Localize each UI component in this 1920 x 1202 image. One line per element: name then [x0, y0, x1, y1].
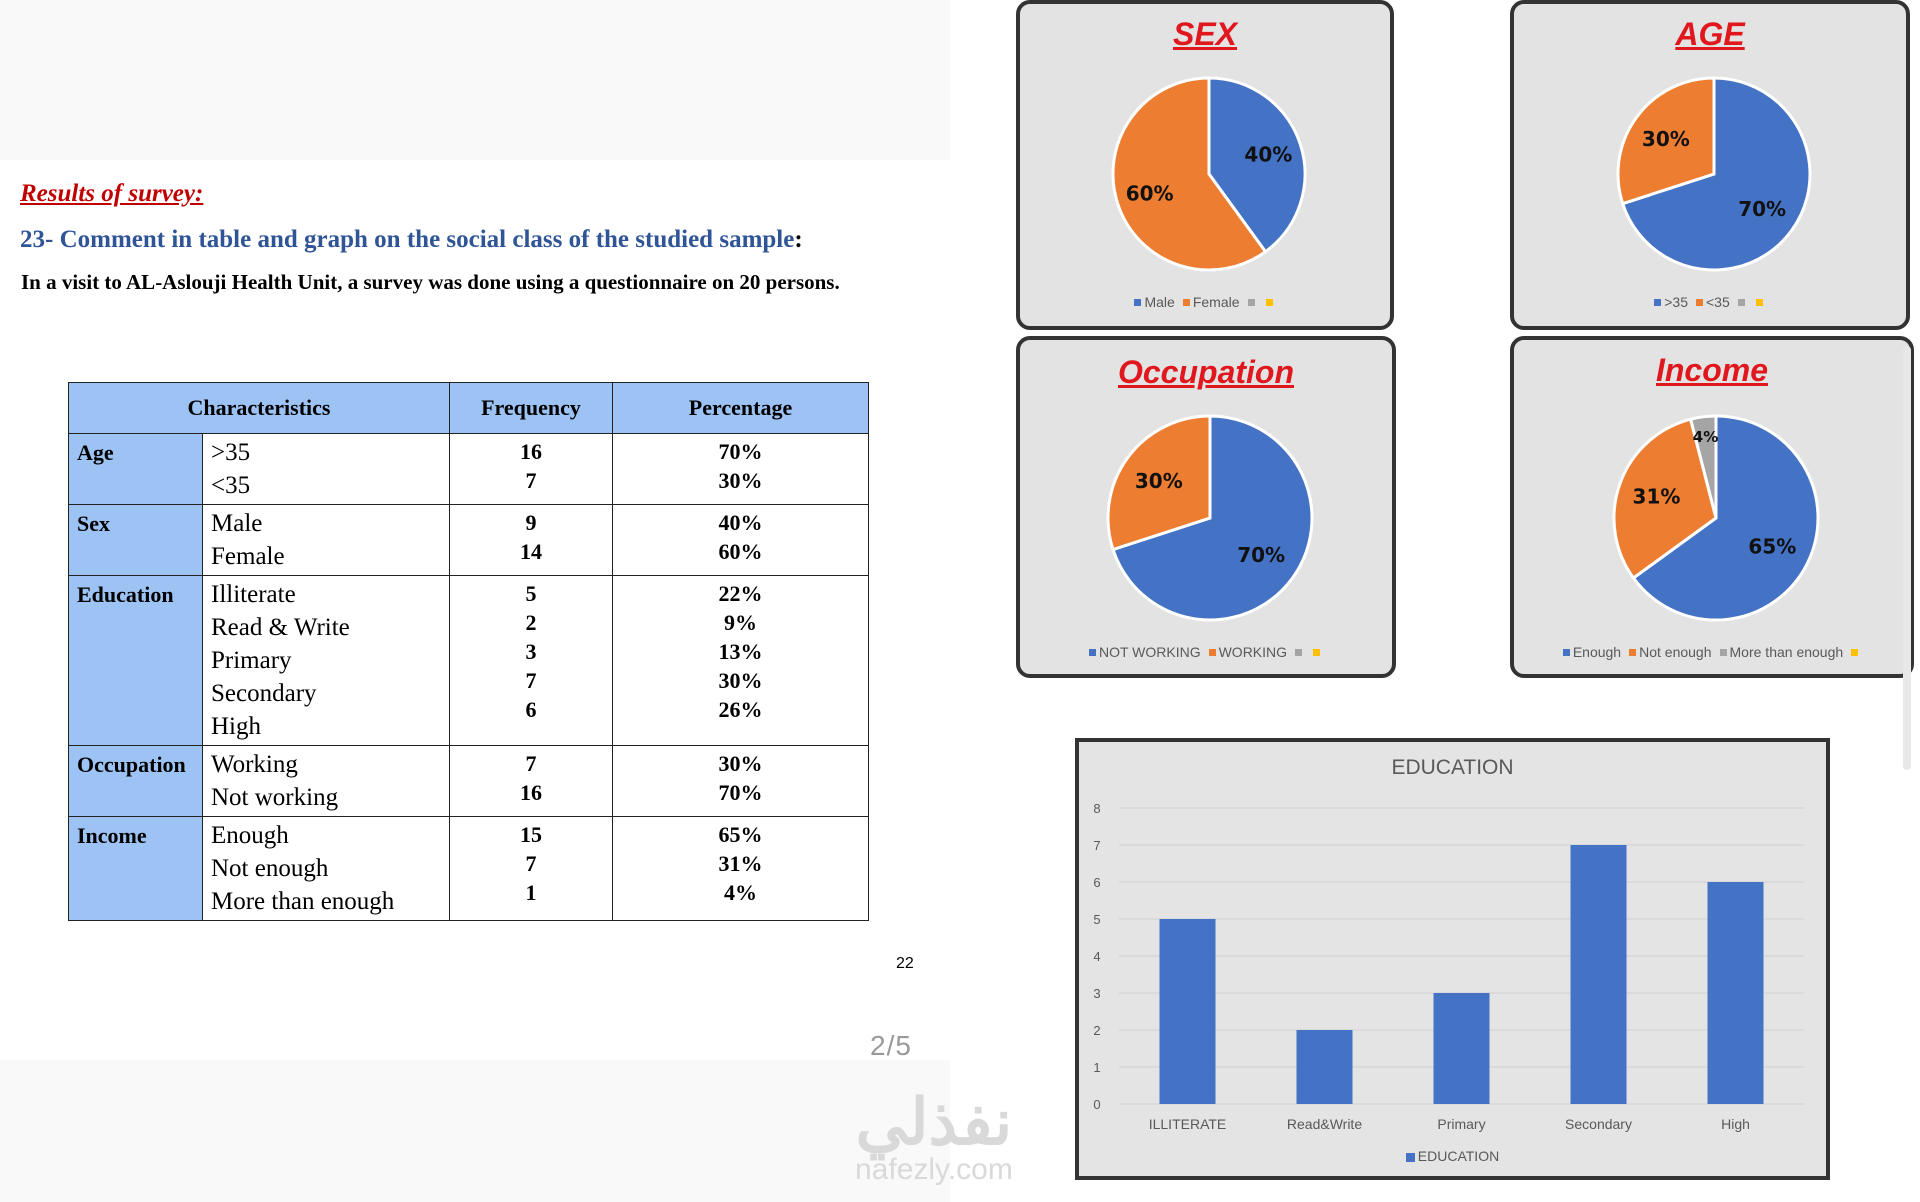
- pie-legend: [1020, 644, 1392, 660]
- percentage-value: 65%: [718, 822, 763, 847]
- y-tick-label: 2: [1093, 1023, 1101, 1038]
- y-tick-label: 1: [1093, 1060, 1101, 1075]
- item-label-cell: [203, 434, 450, 505]
- y-tick-label: 3: [1093, 986, 1101, 1001]
- survey-table-body: [69, 434, 869, 921]
- percentage-value: 31%: [718, 851, 763, 876]
- frequency-value: 3: [525, 639, 537, 664]
- bar-plot: [1079, 742, 1826, 1176]
- watermark: [855, 1086, 1013, 1186]
- watermark-text: nafezly.com: [855, 1153, 1013, 1186]
- percentage-value-cell: [613, 746, 869, 817]
- frequency-value: 7: [525, 668, 537, 693]
- bar-primary: [1434, 993, 1490, 1104]
- frequency-value: 14: [520, 539, 542, 564]
- watermark-logo: نفذلي: [855, 1086, 1013, 1158]
- frequency-value-cell: [450, 576, 613, 746]
- legend-swatch: [1738, 299, 1745, 306]
- page-number: 22: [896, 955, 914, 972]
- legend-item: [1183, 294, 1240, 310]
- legend-item: [1756, 294, 1766, 310]
- intro-text: In a visit to AL-Aslouji Health Unit, a survey was done using a questionnaire on 20 persons.: [21, 270, 840, 294]
- legend-swatch: [1313, 649, 1320, 656]
- legend-item: [1313, 644, 1323, 660]
- item-label-cell: [203, 817, 450, 921]
- percentage-value: 70%: [718, 439, 763, 464]
- page-indicator: 2/5: [870, 1030, 912, 1061]
- pie-plot: [1020, 340, 1400, 682]
- question-heading-text: 23- Comment in table and graph on the social class of the studied sample: [20, 226, 795, 253]
- x-tick-label: Read&Write: [1286, 1116, 1363, 1132]
- legend-swatch: [1851, 649, 1858, 656]
- frequency-value: 9: [525, 510, 537, 535]
- pie-legend: [1514, 294, 1906, 310]
- legend-swatch: [1134, 299, 1141, 306]
- legend-item: [1720, 644, 1844, 660]
- pie-title: Occupation: [1117, 354, 1294, 390]
- item-label: Enough: [211, 822, 289, 849]
- pie-data-label: 65%: [1748, 534, 1797, 559]
- frequency-value: 7: [525, 751, 537, 776]
- y-tick-label: 4: [1093, 949, 1101, 964]
- pie-chart-occupation: [1016, 336, 1396, 678]
- legend-label: More than enough: [1729, 644, 1844, 660]
- legend-label: WORKING: [1218, 644, 1288, 660]
- frequency-value: 7: [525, 468, 537, 493]
- y-tick-label: 6: [1093, 875, 1101, 890]
- legend-label: Not enough: [1639, 644, 1712, 660]
- pie-legend: [1514, 644, 1910, 660]
- header-characteristics: Characteristics: [69, 383, 450, 434]
- percentage-value: 9%: [724, 610, 757, 635]
- legend-label: NOT WORKING: [1098, 644, 1201, 660]
- legend-swatch: [1629, 649, 1636, 656]
- bar-high: [1708, 882, 1764, 1104]
- legend-item: [1738, 294, 1748, 310]
- legend-item: [1248, 294, 1258, 310]
- frequency-value-cell: [450, 817, 613, 921]
- category-cell: Sex: [69, 505, 203, 576]
- frequency-value: 16: [520, 780, 542, 805]
- percentage-value: 30%: [718, 668, 763, 693]
- results-heading: Results of survey:: [20, 180, 204, 207]
- item-label: Secondary: [211, 680, 317, 707]
- pie-chart-age: [1510, 0, 1910, 330]
- percentage-value: 26%: [718, 697, 763, 722]
- item-label: Read & Write: [211, 614, 350, 641]
- frequency-value-cell: [450, 746, 613, 817]
- pie-data-label: 31%: [1632, 484, 1681, 509]
- table-row: [69, 434, 869, 505]
- pie-data-label: 70%: [1738, 196, 1787, 221]
- bar-chart-title: EDUCATION: [1391, 756, 1514, 779]
- question-heading: [20, 226, 803, 254]
- legend-swatch-education: [1406, 1153, 1415, 1162]
- item-label: High: [211, 713, 261, 740]
- table-row: [69, 817, 869, 921]
- frequency-value: 6: [525, 697, 537, 722]
- percentage-value: 13%: [718, 639, 763, 664]
- bar-secondary: [1571, 845, 1627, 1104]
- percentage-value: 30%: [718, 468, 763, 493]
- bar-illiterate: [1160, 919, 1216, 1104]
- percentage-value-cell: [613, 434, 869, 505]
- percentage-value: 30%: [718, 751, 763, 776]
- y-tick-label: 8: [1093, 801, 1101, 816]
- pie-title: Income: [1655, 352, 1769, 388]
- legend-swatch: [1209, 649, 1216, 656]
- pie-data-label: 4%: [1692, 428, 1719, 447]
- x-tick-label: Primary: [1437, 1116, 1486, 1132]
- legend-item: [1209, 644, 1287, 660]
- pie-chart-sex: [1016, 0, 1394, 330]
- item-label: Primary: [211, 647, 292, 674]
- percentage-value: 40%: [718, 510, 763, 535]
- legend-label: Enough: [1572, 644, 1622, 660]
- survey-table: [68, 382, 869, 921]
- item-label: Working: [211, 751, 298, 778]
- legend-swatch: [1248, 299, 1255, 306]
- legend-swatch: [1720, 649, 1727, 656]
- table-header-row: [69, 383, 869, 434]
- item-label: >35: [211, 439, 251, 466]
- legend-swatch: [1563, 649, 1570, 656]
- legend-swatch: [1295, 649, 1302, 656]
- legend-swatch: [1696, 299, 1703, 306]
- frequency-value: 2: [525, 610, 537, 635]
- legend-swatch: [1654, 299, 1661, 306]
- category-cell: Income: [69, 817, 203, 921]
- percentage-value-cell: [613, 505, 869, 576]
- legend-label-education: EDUCATION: [1417, 1148, 1500, 1164]
- frequency-value-cell: [450, 505, 613, 576]
- legend-item: [1089, 644, 1201, 660]
- bar-read-write: [1297, 1030, 1353, 1104]
- percentage-value: 4%: [724, 880, 757, 905]
- table-row: [69, 505, 869, 576]
- legend-swatch: [1089, 649, 1096, 656]
- pie-data-label: 30%: [1641, 127, 1690, 152]
- item-label-cell: [203, 746, 450, 817]
- item-label-cell: [203, 505, 450, 576]
- legend-label: >35: [1664, 294, 1688, 310]
- frequency-value: 15: [520, 822, 542, 847]
- item-label: Not enough: [211, 855, 329, 882]
- frequency-value: 5: [525, 581, 537, 606]
- y-tick-label: 5: [1093, 912, 1101, 927]
- frequency-value: 7: [525, 851, 537, 876]
- category-cell: Education: [69, 576, 203, 746]
- item-label: Not working: [211, 784, 339, 811]
- pie-data-label: 60%: [1125, 181, 1174, 206]
- header-percentage: Percentage: [613, 383, 869, 434]
- pie-legend: [1020, 294, 1390, 310]
- pie-data-label: 30%: [1134, 468, 1183, 493]
- percentage-value: 60%: [718, 539, 763, 564]
- percentage-value-cell: [613, 576, 869, 746]
- legend-label: Female: [1192, 294, 1240, 310]
- frequency-value-cell: [450, 434, 613, 505]
- legend-label: <35: [1706, 294, 1730, 310]
- pie-data-label: 40%: [1244, 142, 1293, 167]
- bar-legend: [1079, 1148, 1826, 1164]
- pie-plot: [1514, 4, 1914, 334]
- pie-data-label: 70%: [1237, 543, 1286, 568]
- header-frequency: Frequency: [450, 383, 613, 434]
- question-heading-colon: :: [794, 226, 803, 253]
- pie-plot: [1514, 340, 1918, 682]
- legend-swatch: [1756, 299, 1763, 306]
- legend-item: [1295, 644, 1305, 660]
- pie-plot: [1020, 4, 1398, 334]
- x-tick-label: ILLITERATE: [1148, 1116, 1227, 1132]
- item-label: <35: [211, 472, 251, 499]
- table-row: [69, 576, 869, 746]
- frequency-value: 1: [525, 880, 537, 905]
- item-label: More than enough: [211, 888, 395, 915]
- legend-item: [1629, 644, 1711, 660]
- pie-title: AGE: [1675, 16, 1745, 52]
- x-tick-label: High: [1721, 1116, 1750, 1132]
- item-label: Female: [211, 543, 285, 570]
- percentage-value: 70%: [718, 780, 763, 805]
- legend-item: [1266, 294, 1276, 310]
- legend-item: [1851, 644, 1861, 660]
- legend-item: [1563, 644, 1621, 660]
- item-label: Illiterate: [211, 581, 296, 608]
- y-tick-label: 7: [1093, 838, 1101, 853]
- legend-swatch: [1183, 299, 1190, 306]
- legend-item: [1654, 294, 1688, 310]
- legend-item: [1696, 294, 1730, 310]
- percentage-value-cell: [613, 817, 869, 921]
- item-label: Male: [211, 510, 263, 537]
- percentage-value: 22%: [718, 581, 763, 606]
- y-tick-label: 0: [1093, 1097, 1101, 1112]
- bar-chart-education: [1075, 738, 1830, 1180]
- pie-title: SEX: [1172, 16, 1238, 52]
- category-cell: Occupation: [69, 746, 203, 817]
- scrollbar[interactable]: [1903, 346, 1911, 770]
- category-cell: Age: [69, 434, 203, 505]
- pie-chart-income: [1510, 336, 1914, 678]
- legend-label: Male: [1144, 294, 1175, 310]
- frequency-value: 16: [520, 439, 542, 464]
- legend-swatch: [1266, 299, 1273, 306]
- x-tick-label: Secondary: [1565, 1116, 1632, 1132]
- item-label-cell: [203, 576, 450, 746]
- table-row: [69, 746, 869, 817]
- legend-item: [1134, 294, 1174, 310]
